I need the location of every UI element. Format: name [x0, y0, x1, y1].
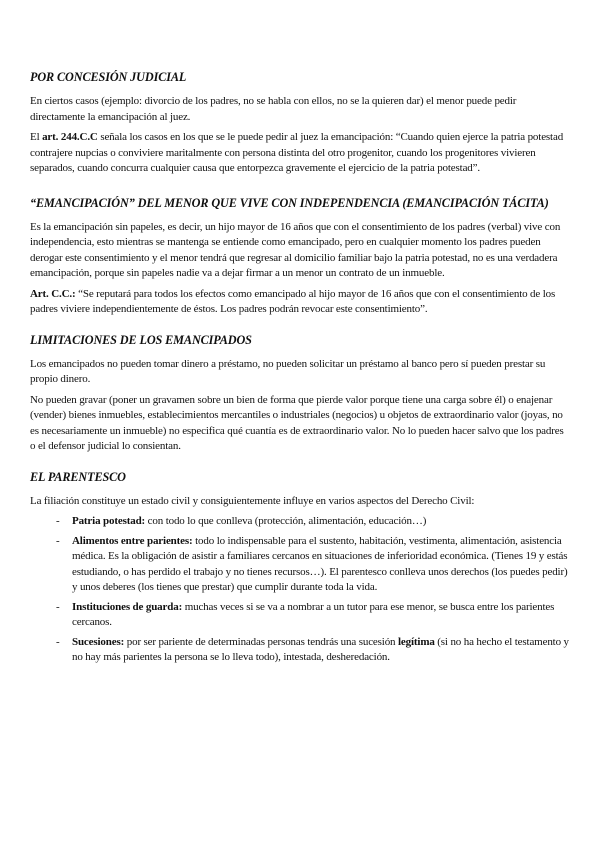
list-item-text: muchas veces si se va a nombrar a un tutor para ese menor, se busca entre los parientes cercanos.: [72, 600, 555, 628]
paragraph-limitaciones-prestamo: Los emancipados no pueden tomar dinero a préstamo, no pueden solicitar un préstamo al banco pero sí pueden prestar su propio dinero.: [30, 357, 546, 385]
list-item-term: Sucesiones:: [72, 635, 125, 648]
heading-emancipacion-tacita: “EMANCIPACIÓN” DEL MENOR QUE VIVE CON INDEPENDENCIA (EMANCIPACIÓN TÁCITA): [30, 195, 549, 210]
list-item-alimentos: [56, 534, 570, 596]
dash-bullet: -: [56, 515, 60, 527]
list-item-term: Instituciones de guarda:: [72, 600, 183, 613]
text-run: “Se reputará para todos los efectos como emancipado al hijo mayor de 16 años que con el consentimiento de los padres viviere independientemente de éstos. Los padres podrán revocar este consentimiento”.: [30, 287, 556, 315]
article-reference: Art. C.C.:: [30, 287, 76, 300]
heading-parentesco: EL PARENTESCO: [30, 469, 126, 484]
paragraph-limitaciones-gravar: No pueden gravar (poner un gravamen sobre un bien de forma que pierde valor porque tiene una carga sobre él) o enajenar (vender) bienes inmuebles, establecimientos mercantiles o industriales (negocios) u objetos de extraordinario valor (joyas, no es necesariamente un inmueble) no especifica qué cuantía es de extraordinario valor. No lo pueden hacer salvo que los padres o el defensor judicial lo consientan.: [30, 393, 564, 452]
list-item-term: Patria potestad:: [72, 515, 146, 527]
list-item-patria-potestad: [56, 514, 570, 530]
list-item-term: Alimentos entre parientes:: [72, 534, 193, 547]
list-item-guarda: [56, 600, 570, 631]
text-run: señala los casos en los que se le puede pedir al juez la emancipación: “Cuando quien ejerce la patria potestad contrajere nupcias o conviviere maritalmente con persona distinta del otro progenitor, cuando los progenitores vivieren separados, cuando concurra cualquier causa que entorpezca gravemente el ejercicio de la patria potestad”.: [30, 131, 564, 174]
list-item-sucesiones: [56, 635, 570, 666]
list-item-text: (si no ha hecho el testamento y no hay más parientes la persona se lo lleva todo), intestada, desheredación.: [72, 635, 569, 663]
heading-limitaciones: LIMITACIONES DE LOS EMANCIPADOS: [30, 332, 252, 347]
paragraph-parentesco-intro: La filiación constituye un estado civil y consiguientemente influye en varios aspectos del Derecho Civil:: [30, 494, 475, 507]
paragraph-tacita-intro: Es la emancipación sin papeles, es decir, un hijo mayor de 16 años que con el consentimiento de los padres (verbal) vive con independencia, esto mientras se mantenga se entiende como emancipado, pero en cualquier momento los padres pueden derogar este consentimiento y el menor tendrá que regresar al domicilio familiar bajo la patria potestad, no es una verdadera emancipación, porque sin papeles nadie va a dejar firmar a un menor un contrato de un inmueble.: [30, 220, 561, 279]
paragraph-art-cc: [30, 287, 570, 318]
paragraph-concesion-intro: En ciertos casos (ejemplo: divorcio de los padres, no se habla con ellos, no se la quieren dar) el menor puede pedir directamente la emancipación al juez.: [30, 95, 517, 123]
article-reference: art. 244.C.C: [42, 131, 98, 143]
list-item-text: por ser pariente de determinadas personas tendrás una sucesión: [124, 635, 398, 648]
parentesco-list: [30, 514, 570, 666]
list-item-emphasis: legítima: [398, 635, 435, 648]
list-item-text: todo lo indispensable para el sustento, habitación, vestimenta, alimentación, asistencia médica. Es la obligación de asistir a familiares cercanos en situaciones de inferioridad económica. (Tienes 19 y estás estudiando, o has perdido el trabajo y no tienes recursos…). El parentesco conlleva unos derechos (los puedes pedir) y unos deberes (los tienes que prestar) que cumplir durante toda la vida.: [72, 534, 568, 593]
dash-bullet: -: [56, 600, 60, 613]
dash-bullet: -: [56, 534, 60, 547]
dash-bullet: -: [56, 635, 60, 648]
text-run: El: [30, 131, 43, 143]
heading-concesion-judicial: POR CONCESIÓN JUDICIAL: [30, 70, 187, 84]
paragraph-art-244: [30, 130, 570, 177]
list-item-text: con todo lo que conlleva (protección, alimentación, educación…): [145, 515, 427, 527]
